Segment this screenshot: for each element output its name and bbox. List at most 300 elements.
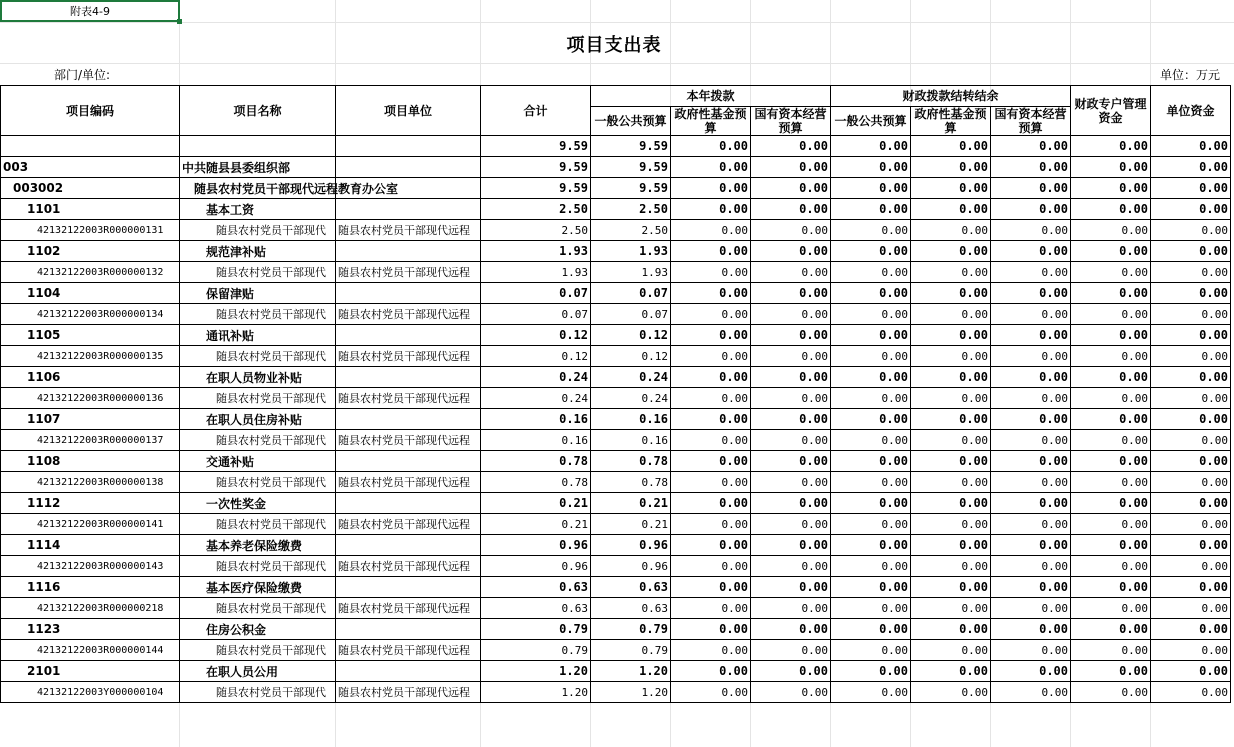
- cell-amount[interactable]: 0.00: [991, 304, 1071, 325]
- cell-project-code[interactable]: 1104: [1, 283, 180, 304]
- cell-project-name[interactable]: 随县农村党员干部现代: [180, 388, 336, 409]
- cell-project-name[interactable]: 随县农村党员干部现代: [180, 430, 336, 451]
- cell-amount[interactable]: 0.00: [831, 514, 911, 535]
- cell-amount[interactable]: 9.59: [481, 136, 591, 157]
- cell-project-name[interactable]: 随县农村党员干部现代: [180, 598, 336, 619]
- cell-amount[interactable]: 0.16: [591, 409, 671, 430]
- cell-amount[interactable]: 0.00: [911, 178, 991, 199]
- cell-amount[interactable]: 0.24: [591, 367, 671, 388]
- cell-amount[interactable]: 0.00: [1071, 430, 1151, 451]
- cell-project-unit[interactable]: [336, 367, 481, 388]
- cell-amount[interactable]: 0.00: [1071, 346, 1151, 367]
- cell-amount[interactable]: 1.93: [591, 262, 671, 283]
- cell-amount[interactable]: 0.00: [1071, 157, 1151, 178]
- cell-project-code[interactable]: 003: [1, 157, 180, 178]
- cell-amount[interactable]: 0.00: [1071, 388, 1151, 409]
- header-carryover-general[interactable]: 一般公共预算: [831, 107, 911, 136]
- cell-project-name[interactable]: 中共随县县委组织部: [180, 157, 336, 178]
- cell-amount[interactable]: 0.00: [1071, 682, 1151, 703]
- cell-amount[interactable]: 0.00: [911, 388, 991, 409]
- cell-amount[interactable]: 0.00: [1071, 598, 1151, 619]
- cell-amount[interactable]: 0.00: [751, 157, 831, 178]
- cell-amount[interactable]: 0.00: [831, 661, 911, 682]
- cell-amount[interactable]: 0.00: [1071, 262, 1151, 283]
- cell-amount[interactable]: 1.93: [481, 262, 591, 283]
- header-current-general[interactable]: 一般公共预算: [591, 107, 671, 136]
- cell-amount[interactable]: 0.00: [671, 220, 751, 241]
- cell-amount[interactable]: 0.00: [991, 409, 1071, 430]
- cell-project-code[interactable]: 1102: [1, 241, 180, 262]
- cell-amount[interactable]: 0.00: [831, 598, 911, 619]
- cell-amount[interactable]: 0.00: [831, 241, 911, 262]
- cell-project-code[interactable]: 1105: [1, 325, 180, 346]
- cell-project-name[interactable]: 随县农村党员干部现代: [180, 346, 336, 367]
- cell-amount[interactable]: 1.20: [481, 682, 591, 703]
- cell-project-code[interactable]: 1123: [1, 619, 180, 640]
- cell-amount[interactable]: 0.00: [1071, 535, 1151, 556]
- cell-amount[interactable]: 0.00: [671, 283, 751, 304]
- cell-amount[interactable]: 0.00: [911, 136, 991, 157]
- cell-project-name[interactable]: 基本养老保险缴费: [180, 535, 336, 556]
- cell-amount[interactable]: 0.00: [911, 640, 991, 661]
- cell-amount[interactable]: 0.00: [831, 178, 911, 199]
- cell-project-name[interactable]: 随县农村党员干部现代: [180, 556, 336, 577]
- cell-amount[interactable]: 9.59: [481, 178, 591, 199]
- cell-amount[interactable]: 0.00: [991, 598, 1071, 619]
- cell-amount[interactable]: 0.00: [831, 640, 911, 661]
- cell-amount[interactable]: 0.00: [671, 430, 751, 451]
- cell-project-code[interactable]: 1108: [1, 451, 180, 472]
- cell-amount[interactable]: 1.93: [481, 241, 591, 262]
- cell-amount[interactable]: 0.00: [1071, 493, 1151, 514]
- cell-amount[interactable]: 0.00: [911, 598, 991, 619]
- cell-amount[interactable]: 0.00: [831, 472, 911, 493]
- cell-amount[interactable]: 0.00: [831, 556, 911, 577]
- cell-amount[interactable]: 0.00: [831, 220, 911, 241]
- cell-project-code[interactable]: 42132122003R000000137: [1, 430, 180, 451]
- cell-amount[interactable]: 0.00: [1151, 682, 1231, 703]
- cell-amount[interactable]: 9.59: [591, 157, 671, 178]
- cell-amount[interactable]: 0.00: [991, 157, 1071, 178]
- cell-project-name[interactable]: 基本医疗保险缴费: [180, 577, 336, 598]
- cell-amount[interactable]: 0.00: [1151, 556, 1231, 577]
- cell-project-code[interactable]: 42132122003R000000144: [1, 640, 180, 661]
- cell-amount[interactable]: 0.00: [991, 367, 1071, 388]
- cell-amount[interactable]: 0.00: [671, 262, 751, 283]
- cell-amount[interactable]: 0.00: [1151, 472, 1231, 493]
- cell-amount[interactable]: 0.78: [481, 451, 591, 472]
- cell-amount[interactable]: 0.00: [1151, 367, 1231, 388]
- cell-amount[interactable]: 0.00: [1071, 199, 1151, 220]
- cell-amount[interactable]: 0.00: [831, 577, 911, 598]
- cell-project-name[interactable]: 随县农村党员干部现代: [180, 472, 336, 493]
- cell-amount[interactable]: 0.00: [1071, 409, 1151, 430]
- cell-project-code[interactable]: 1101: [1, 199, 180, 220]
- cell-amount[interactable]: 0.00: [911, 157, 991, 178]
- cell-amount[interactable]: 0.00: [1151, 325, 1231, 346]
- cell-amount[interactable]: 1.20: [591, 682, 671, 703]
- cell-amount[interactable]: 0.00: [671, 598, 751, 619]
- cell-amount[interactable]: 0.07: [591, 283, 671, 304]
- cell-amount[interactable]: 0.12: [591, 325, 671, 346]
- cell-amount[interactable]: 0.16: [591, 430, 671, 451]
- cell-amount[interactable]: 0.00: [751, 283, 831, 304]
- cell-amount[interactable]: 0.00: [1071, 577, 1151, 598]
- cell-project-unit[interactable]: 随县农村党员干部现代远程: [336, 304, 481, 325]
- cell-amount[interactable]: 0.00: [911, 472, 991, 493]
- cell-project-code[interactable]: 42132122003Y000000104: [1, 682, 180, 703]
- cell-project-name[interactable]: 在职人员住房补贴: [180, 409, 336, 430]
- cell-amount[interactable]: 0.00: [751, 367, 831, 388]
- cell-amount[interactable]: 0.12: [481, 325, 591, 346]
- cell-amount[interactable]: 0.00: [911, 262, 991, 283]
- cell-amount[interactable]: 0.00: [1071, 367, 1151, 388]
- cell-amount[interactable]: 0.00: [751, 640, 831, 661]
- cell-amount[interactable]: 0.00: [671, 199, 751, 220]
- cell-project-name[interactable]: 交通补贴: [180, 451, 336, 472]
- cell-amount[interactable]: 0.00: [831, 430, 911, 451]
- cell-project-code[interactable]: 42132122003R000000141: [1, 514, 180, 535]
- header-special-fund[interactable]: 财政专户管理资金: [1071, 86, 1151, 136]
- cell-amount[interactable]: 0.63: [591, 598, 671, 619]
- cell-project-name[interactable]: 住房公积金: [180, 619, 336, 640]
- cell-project-unit[interactable]: 随县农村党员干部现代远程: [336, 682, 481, 703]
- cell-amount[interactable]: 0.63: [591, 577, 671, 598]
- cell-project-unit[interactable]: [336, 535, 481, 556]
- cell-amount[interactable]: 0.00: [831, 136, 911, 157]
- cell-project-code[interactable]: 42132122003R000000143: [1, 556, 180, 577]
- cell-amount[interactable]: 0.00: [991, 577, 1071, 598]
- cell-amount[interactable]: 0.00: [911, 493, 991, 514]
- cell-amount[interactable]: 0.00: [671, 409, 751, 430]
- cell-amount[interactable]: 0.07: [481, 304, 591, 325]
- cell-amount[interactable]: 0.00: [1151, 304, 1231, 325]
- cell-amount[interactable]: 0.00: [1151, 598, 1231, 619]
- cell-amount[interactable]: 0.00: [1071, 661, 1151, 682]
- cell-project-code[interactable]: 42132122003R000000138: [1, 472, 180, 493]
- cell-amount[interactable]: 0.00: [911, 514, 991, 535]
- cell-amount[interactable]: 2.50: [591, 220, 671, 241]
- cell-project-unit[interactable]: [336, 577, 481, 598]
- cell-amount[interactable]: 0.63: [481, 577, 591, 598]
- cell-amount[interactable]: 0.00: [831, 388, 911, 409]
- cell-amount[interactable]: 0.00: [751, 619, 831, 640]
- cell-project-code[interactable]: 42132122003R000000135: [1, 346, 180, 367]
- cell-amount[interactable]: 0.00: [1151, 262, 1231, 283]
- cell-amount[interactable]: 0.00: [831, 262, 911, 283]
- cell-amount[interactable]: 0.00: [991, 640, 1071, 661]
- cell-amount[interactable]: 9.59: [591, 136, 671, 157]
- cell-amount[interactable]: 0.24: [481, 367, 591, 388]
- cell-amount[interactable]: 0.21: [591, 493, 671, 514]
- cell-amount[interactable]: 0.00: [751, 136, 831, 157]
- cell-amount[interactable]: 0.00: [1151, 409, 1231, 430]
- cell-amount[interactable]: 0.00: [1071, 556, 1151, 577]
- cell-amount[interactable]: 2.50: [481, 220, 591, 241]
- cell-amount[interactable]: 0.00: [1071, 619, 1151, 640]
- cell-amount[interactable]: 0.00: [991, 220, 1071, 241]
- header-group-current[interactable]: 本年拨款: [591, 86, 831, 107]
- cell-amount[interactable]: 0.00: [751, 472, 831, 493]
- cell-amount[interactable]: 0.00: [911, 661, 991, 682]
- cell-amount[interactable]: 0.00: [1151, 241, 1231, 262]
- cell-amount[interactable]: 0.00: [1151, 157, 1231, 178]
- cell-amount[interactable]: 0.00: [751, 661, 831, 682]
- cell-amount[interactable]: 0.00: [751, 451, 831, 472]
- cell-amount[interactable]: 0.00: [831, 409, 911, 430]
- cell-amount[interactable]: 0.00: [831, 493, 911, 514]
- cell-amount[interactable]: 0.00: [671, 472, 751, 493]
- cell-amount[interactable]: 0.00: [1071, 283, 1151, 304]
- cell-amount[interactable]: 0.00: [991, 283, 1071, 304]
- cell-amount[interactable]: 0.00: [911, 619, 991, 640]
- cell-amount[interactable]: 0.79: [481, 619, 591, 640]
- cell-amount[interactable]: 0.00: [1151, 388, 1231, 409]
- cell-amount[interactable]: 0.00: [1151, 661, 1231, 682]
- cell-amount[interactable]: 0.00: [1071, 178, 1151, 199]
- cell-project-code[interactable]: 003002: [1, 178, 180, 199]
- cell-amount[interactable]: 0.00: [671, 682, 751, 703]
- cell-amount[interactable]: 0.00: [751, 220, 831, 241]
- cell-project-unit[interactable]: 随县农村党员干部现代远程: [336, 388, 481, 409]
- cell-project-unit[interactable]: [336, 493, 481, 514]
- cell-amount[interactable]: 0.00: [831, 304, 911, 325]
- cell-amount[interactable]: 0.00: [831, 157, 911, 178]
- cell-amount[interactable]: 0.78: [591, 451, 671, 472]
- cell-amount[interactable]: 0.00: [671, 577, 751, 598]
- cell-amount[interactable]: 0.00: [671, 346, 751, 367]
- cell-amount[interactable]: 0.21: [481, 493, 591, 514]
- cell-amount[interactable]: 0.00: [911, 556, 991, 577]
- cell-project-unit[interactable]: [336, 409, 481, 430]
- cell-amount[interactable]: 0.00: [911, 304, 991, 325]
- cell-amount[interactable]: 0.00: [831, 199, 911, 220]
- cell-amount[interactable]: 0.00: [1151, 514, 1231, 535]
- cell-amount[interactable]: 0.00: [1151, 577, 1231, 598]
- cell-amount[interactable]: 0.00: [671, 157, 751, 178]
- cell-amount[interactable]: 0.00: [751, 199, 831, 220]
- cell-amount[interactable]: 0.07: [481, 283, 591, 304]
- cell-amount[interactable]: 1.20: [481, 661, 591, 682]
- cell-project-code[interactable]: [1, 136, 180, 157]
- cell-project-unit[interactable]: 随县农村党员干部现代远程: [336, 514, 481, 535]
- cell-amount[interactable]: 0.79: [481, 640, 591, 661]
- header-unit[interactable]: 项目单位: [336, 86, 481, 136]
- cell-amount[interactable]: 0.00: [1071, 136, 1151, 157]
- cell-amount[interactable]: 0.00: [991, 619, 1071, 640]
- cell-amount[interactable]: 0.24: [591, 388, 671, 409]
- cell-amount[interactable]: 0.00: [751, 409, 831, 430]
- cell-amount[interactable]: 0.00: [671, 640, 751, 661]
- cell-amount[interactable]: 0.21: [591, 514, 671, 535]
- cell-project-code[interactable]: 1107: [1, 409, 180, 430]
- cell-amount[interactable]: 1.93: [591, 241, 671, 262]
- cell-project-unit[interactable]: [336, 199, 481, 220]
- cell-amount[interactable]: 0.00: [751, 388, 831, 409]
- cell-project-code[interactable]: 1106: [1, 367, 180, 388]
- cell-amount[interactable]: 0.00: [1151, 619, 1231, 640]
- cell-project-unit[interactable]: 随县农村党员干部现代远程: [336, 598, 481, 619]
- cell-amount[interactable]: 0.00: [751, 682, 831, 703]
- cell-amount[interactable]: 0.00: [991, 535, 1071, 556]
- cell-project-name[interactable]: 在职人员物业补贴: [180, 367, 336, 388]
- cell-amount[interactable]: 0.00: [831, 451, 911, 472]
- cell-project-name[interactable]: 随县农村党员干部现代: [180, 640, 336, 661]
- cell-amount[interactable]: 0.00: [1071, 451, 1151, 472]
- cell-amount[interactable]: 0.00: [911, 451, 991, 472]
- header-unit-fund[interactable]: 单位资金: [1151, 86, 1231, 136]
- cell-amount[interactable]: 0.78: [481, 472, 591, 493]
- cell-amount[interactable]: 0.00: [1151, 220, 1231, 241]
- cell-project-code[interactable]: 42132122003R000000218: [1, 598, 180, 619]
- cell-amount[interactable]: 0.00: [991, 325, 1071, 346]
- cell-amount[interactable]: 0.21: [481, 514, 591, 535]
- cell-amount[interactable]: 0.00: [911, 241, 991, 262]
- cell-project-unit[interactable]: [336, 451, 481, 472]
- cell-project-unit[interactable]: [336, 241, 481, 262]
- cell-amount[interactable]: 0.00: [1151, 430, 1231, 451]
- cell-project-name[interactable]: 基本工资: [180, 199, 336, 220]
- cell-amount[interactable]: 0.78: [591, 472, 671, 493]
- cell-amount[interactable]: 0.00: [991, 430, 1071, 451]
- header-total[interactable]: 合计: [481, 86, 591, 136]
- cell-project-unit[interactable]: 随县农村党员干部现代远程: [336, 346, 481, 367]
- cell-project-code[interactable]: 42132122003R000000136: [1, 388, 180, 409]
- cell-project-unit[interactable]: [336, 619, 481, 640]
- cell-amount[interactable]: 0.24: [481, 388, 591, 409]
- cell-amount[interactable]: 0.00: [911, 577, 991, 598]
- selected-cell[interactable]: [0, 0, 180, 22]
- cell-amount[interactable]: 0.00: [911, 346, 991, 367]
- cell-amount[interactable]: 0.00: [991, 514, 1071, 535]
- cell-amount[interactable]: 0.00: [991, 556, 1071, 577]
- cell-amount[interactable]: 0.96: [591, 535, 671, 556]
- cell-amount[interactable]: 0.00: [671, 556, 751, 577]
- cell-amount[interactable]: 2.50: [481, 199, 591, 220]
- cell-amount[interactable]: 0.00: [1151, 493, 1231, 514]
- header-carryover-gov-fund[interactable]: 政府性基金预算: [911, 107, 991, 136]
- cell-amount[interactable]: 0.00: [671, 136, 751, 157]
- cell-amount[interactable]: 0.07: [591, 304, 671, 325]
- header-code[interactable]: 项目编码: [1, 86, 180, 136]
- cell-amount[interactable]: 0.00: [911, 682, 991, 703]
- cell-project-code[interactable]: 42132122003R000000132: [1, 262, 180, 283]
- cell-project-name[interactable]: 随县农村党员干部现代远程教育办公室: [180, 178, 336, 199]
- header-group-carryover[interactable]: 财政拨款结转结余: [831, 86, 1071, 107]
- cell-project-code[interactable]: 42132122003R000000134: [1, 304, 180, 325]
- cell-amount[interactable]: 0.00: [671, 304, 751, 325]
- cell-project-unit[interactable]: 随县农村党员干部现代远程: [336, 556, 481, 577]
- cell-amount[interactable]: 0.00: [911, 409, 991, 430]
- cell-amount[interactable]: 0.00: [911, 535, 991, 556]
- cell-project-code[interactable]: 42132122003R000000131: [1, 220, 180, 241]
- cell-amount[interactable]: 0.00: [991, 451, 1071, 472]
- cell-amount[interactable]: 0.00: [911, 283, 991, 304]
- cell-amount[interactable]: 0.00: [751, 535, 831, 556]
- cell-project-name[interactable]: [180, 136, 336, 157]
- cell-project-unit[interactable]: [336, 661, 481, 682]
- cell-amount[interactable]: 0.79: [591, 640, 671, 661]
- cell-amount[interactable]: 0.00: [911, 199, 991, 220]
- cell-amount[interactable]: 0.00: [831, 346, 911, 367]
- cell-amount[interactable]: 0.00: [831, 619, 911, 640]
- cell-project-name[interactable]: 随县农村党员干部现代: [180, 304, 336, 325]
- cell-amount[interactable]: 0.00: [1151, 535, 1231, 556]
- cell-project-unit[interactable]: [336, 325, 481, 346]
- cell-amount[interactable]: 0.00: [671, 661, 751, 682]
- cell-amount[interactable]: 0.00: [991, 178, 1071, 199]
- cell-project-name[interactable]: 随县农村党员干部现代: [180, 514, 336, 535]
- cell-amount[interactable]: 0.00: [751, 304, 831, 325]
- cell-amount[interactable]: 0.00: [1071, 472, 1151, 493]
- cell-amount[interactable]: 0.00: [831, 682, 911, 703]
- cell-amount[interactable]: 0.00: [671, 535, 751, 556]
- cell-project-name[interactable]: 规范津补贴: [180, 241, 336, 262]
- cell-amount[interactable]: 0.16: [481, 409, 591, 430]
- cell-amount[interactable]: 0.00: [991, 136, 1071, 157]
- cell-amount[interactable]: 0.00: [1151, 199, 1231, 220]
- cell-amount[interactable]: 0.00: [831, 535, 911, 556]
- cell-amount[interactable]: 0.00: [991, 472, 1071, 493]
- cell-amount[interactable]: 0.00: [991, 262, 1071, 283]
- cell-amount[interactable]: 0.00: [751, 346, 831, 367]
- cell-amount[interactable]: 0.00: [671, 493, 751, 514]
- cell-amount[interactable]: 0.00: [1151, 451, 1231, 472]
- cell-project-unit[interactable]: [336, 283, 481, 304]
- cell-amount[interactable]: 0.00: [671, 241, 751, 262]
- cell-amount[interactable]: 0.00: [1151, 283, 1231, 304]
- cell-project-code[interactable]: 1112: [1, 493, 180, 514]
- cell-amount[interactable]: 0.00: [751, 598, 831, 619]
- cell-amount[interactable]: 0.00: [991, 346, 1071, 367]
- cell-amount[interactable]: 0.00: [1071, 514, 1151, 535]
- cell-amount[interactable]: 0.00: [991, 682, 1071, 703]
- header-current-state-capital[interactable]: 国有资本经营预算: [751, 107, 831, 136]
- cell-amount[interactable]: 0.00: [991, 661, 1071, 682]
- cell-amount[interactable]: 0.00: [991, 388, 1071, 409]
- cell-amount[interactable]: 0.00: [991, 199, 1071, 220]
- cell-amount[interactable]: 0.00: [1151, 178, 1231, 199]
- cell-amount[interactable]: 0.00: [1151, 640, 1231, 661]
- cell-amount[interactable]: 0.00: [831, 283, 911, 304]
- cell-amount[interactable]: 0.00: [751, 556, 831, 577]
- cell-project-code[interactable]: 1116: [1, 577, 180, 598]
- cell-amount[interactable]: 0.00: [751, 241, 831, 262]
- cell-amount[interactable]: 0.00: [751, 178, 831, 199]
- cell-amount[interactable]: 0.00: [1151, 346, 1231, 367]
- cell-amount[interactable]: 9.59: [481, 157, 591, 178]
- cell-project-unit[interactable]: 随县农村党员干部现代远程: [336, 640, 481, 661]
- cell-project-code[interactable]: 2101: [1, 661, 180, 682]
- cell-amount[interactable]: 0.00: [991, 241, 1071, 262]
- cell-amount[interactable]: 0.00: [991, 493, 1071, 514]
- cell-amount[interactable]: 0.00: [751, 325, 831, 346]
- cell-amount[interactable]: 0.00: [831, 367, 911, 388]
- cell-project-unit[interactable]: 随县农村党员干部现代远程: [336, 220, 481, 241]
- cell-amount[interactable]: 0.00: [911, 325, 991, 346]
- cell-amount[interactable]: 0.00: [671, 178, 751, 199]
- cell-amount[interactable]: 0.96: [481, 535, 591, 556]
- cell-project-name[interactable]: 随县农村党员干部现代: [180, 220, 336, 241]
- cell-amount[interactable]: 1.20: [591, 661, 671, 682]
- cell-project-unit[interactable]: 随县农村党员干部现代远程: [336, 262, 481, 283]
- cell-amount[interactable]: 0.00: [751, 493, 831, 514]
- cell-amount[interactable]: 0.00: [751, 430, 831, 451]
- cell-amount[interactable]: 0.00: [1071, 220, 1151, 241]
- cell-amount[interactable]: 0.00: [671, 619, 751, 640]
- cell-amount[interactable]: 0.00: [831, 325, 911, 346]
- cell-amount[interactable]: 0.00: [751, 577, 831, 598]
